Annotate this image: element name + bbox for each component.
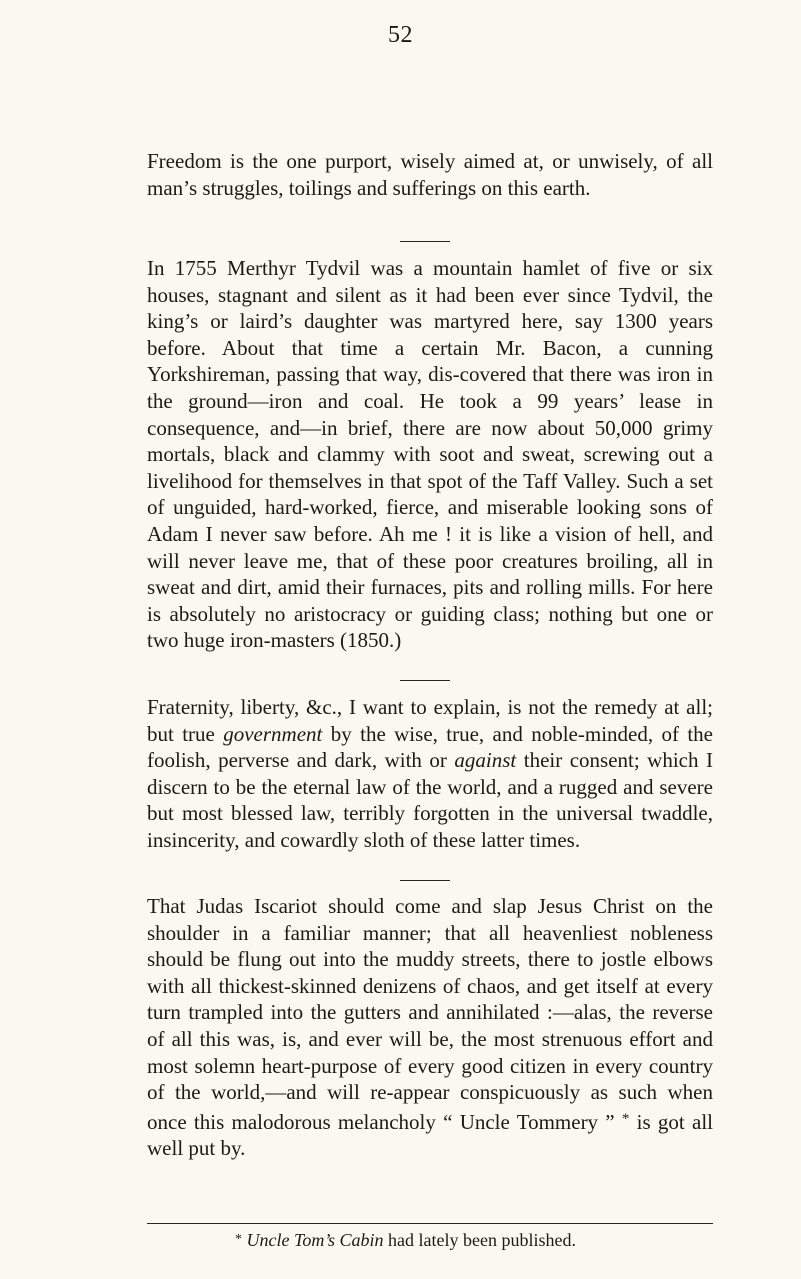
- footnote-marker: *: [235, 1232, 242, 1247]
- paragraph-text: is got all well put by.: [147, 1109, 713, 1161]
- footnote-rule: [147, 1223, 713, 1224]
- footnote: [235, 1229, 715, 1251]
- paragraph-text: by the wise, true, and noble-minded, of the foolish, perverse and dark, with or: [147, 721, 714, 773]
- footnote-reference: *: [621, 1110, 630, 1127]
- paragraph-text: That Judas Iscariot should come and slap Jesus Christ on the shoulder in a familiar manner; that all heavenliest nobleness should be flung out into the muddy streets, there to jostle elbows with all thickest-skinned denizens of chaos, and get itself at every turn trampled into the gutters and annihilated :—alas, the reverse of all this was, is, and ever will be, the most strenuous effort and most solemn heart-purpose of every good citizen in every country of the world,—and will re-appear conspicuously as such when once this malodorous melancholy “ Uncle Tommery ”: [147, 894, 713, 1134]
- section-divider: [400, 880, 450, 881]
- paragraph-merthyr-tydvil: In 1755 Merthyr Tydvil was a mountain hamlet of five or six houses, stagnant and silent as it had been ever since Tydvil, the king’s or laird’s daughter was martyred here, say 1300 years before. About that time a certain Mr. Bacon, a cunning Yorkshireman, passing that way, dis-covered that there was iron in the ground—iron and coal. He took a 99 years’ lease in consequence, and—in brief, there are now about 50,000 grimy mortals, black and clammy with soot and sweat, screwing out a livelihood for themselves in that spot of the Taff Valley. Such a set of unguided, hard-worked, fierce, and miserable looking sons of Adam I never saw before. Ah me ! it is like a vision of hell, and will never leave me, that of these poor creatures broiling, all in sweat and dirt, amid their furnaces, pits and rolling mills. For here is absolutely no aristocracy or guiding class; nothing but one or two huge iron-masters (1850.): [147, 256, 713, 653]
- paragraph-text: Fraternity, liberty, &c., I want to explain, is not the remedy at all; but true: [147, 695, 713, 746]
- emphasis-against: against: [454, 748, 517, 773]
- section-divider: [400, 680, 450, 681]
- footnote-title: Uncle Tom’s Cabin: [246, 1230, 384, 1250]
- section-divider: [400, 241, 450, 242]
- paragraph-fraternity: [147, 694, 713, 854]
- paragraph-text: their consent; which I discern to be the eternal law of the world, and a rugged and severe but most blessed law, terribly forgotten in the universal twaddle, insincerity, and cowardly sloth of these latter times.: [147, 748, 713, 852]
- footnote-text: had lately been published.: [383, 1230, 576, 1250]
- paragraph-freedom: Freedom is the one purport, wisely aimed at, or unwisely, of all man’s struggles, toilings and sufferings on this earth.: [147, 149, 713, 200]
- emphasis-government: government: [223, 721, 323, 746]
- paragraph-judas: [147, 893, 713, 1162]
- page-number: 52: [388, 22, 413, 48]
